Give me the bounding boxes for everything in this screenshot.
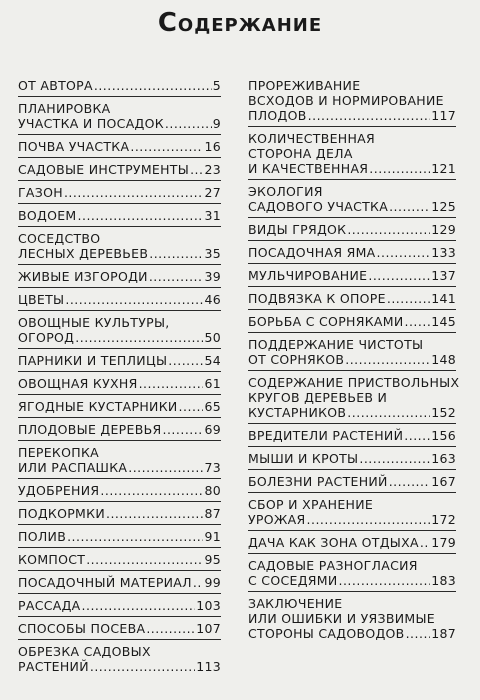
toc-entry-title-line: КОМПОСТ [18,552,86,567]
toc-page-number: 27 [204,185,221,200]
toc-entry-title-line: КРУГОВ ДЕРЕВЬЕВ И [248,390,388,405]
toc-entry-title-line: РАССАДА [18,598,81,613]
toc-page-number: 133 [431,245,456,260]
toc-entry-title-line: ОВОЩНЫЕ КУЛЬТУРЫ, [18,315,170,330]
toc-entry-title-line: ПЛОДОВ [248,108,307,123]
toc-page-number: 113 [196,659,221,674]
toc-entry-title-line: САДОВЫЕ РАЗНОГЛАСИЯ [248,558,418,573]
toc-entry[interactable] [18,445,221,475]
toc-entry-title-line: ПЕРЕКОПКА [18,445,99,460]
dot-leader [307,512,431,527]
toc-entry-title-line: ИЛИ ОШИБКИ И УЯЗВИМЫЕ [248,611,435,626]
toc-entry-title-line: КУСТАРНИКОВ [248,405,347,420]
entry-separator [248,530,456,531]
entry-separator [18,134,221,135]
toc-entry[interactable] [248,497,456,527]
toc-page-number: 23 [204,162,221,177]
toc-entry-title-line: УДОБРЕНИЯ [18,483,100,498]
entry-separator [248,553,456,554]
entry-separator [18,394,221,395]
entry-separator [248,423,456,424]
toc-entry[interactable] [248,375,460,420]
dot-leader [389,474,431,489]
entry-separator [18,417,221,418]
toc-entry-title-line: СБОР И ХРАНЕНИЕ [248,497,374,512]
dot-leader [106,506,204,521]
toc-page-number: 80 [204,483,221,498]
toc-entry-title-line: ИЛИ РАСПАШКА [18,460,128,475]
toc-entry[interactable] [18,483,221,498]
dot-leader [389,199,430,214]
dot-leader [65,292,203,307]
entry-separator [248,469,456,470]
dot-leader [146,621,195,636]
toc-entry-title-line: ПЛАНИРОВКА [18,101,111,116]
dot-leader [100,483,203,498]
entry-separator [18,310,221,311]
entry-separator [18,226,221,227]
entry-separator [248,309,456,310]
toc-entry-title-line: ВСХОДОВ И НОРМИРОВАНИЕ [248,93,444,108]
entry-separator [248,263,456,264]
toc-entry-title-line: ОБРЕЗКА САДОВЫХ [18,644,151,659]
dot-leader [406,626,431,641]
toc-entry[interactable] [18,139,221,154]
toc-entry[interactable] [18,269,221,284]
entry-separator [248,240,456,241]
dot-leader [139,376,204,391]
toc-entry-title-line: ВИДЫ ГРЯДОК [248,222,347,237]
toc-page-number: 103 [196,598,221,613]
toc-page-number: 172 [431,512,456,527]
toc-entry-title-line: ВОДОЕМ [18,208,77,223]
toc-entry[interactable] [248,291,456,306]
entry-separator [18,96,221,97]
toc-entry[interactable] [248,268,456,283]
toc-entry-title-line: УРОЖАЯ [248,512,306,527]
toc-entry-title-line: ЛЕСНЫХ ДЕРЕВЬЕВ [18,246,149,261]
toc-entry-title-line: ОТ СОРНЯКОВ [248,352,345,367]
toc-page-number: 145 [431,314,456,329]
toc-page-number: 61 [204,376,221,391]
toc-entry[interactable] [248,131,456,176]
toc-page-number: 156 [431,428,456,443]
dot-leader [190,162,203,177]
toc-entry[interactable] [18,101,221,131]
entry-separator [248,591,456,592]
entry-separator [248,126,456,127]
dot-leader [86,552,203,567]
toc-entry[interactable] [248,78,456,123]
entry-separator [18,287,221,288]
page-title: Содержание [157,8,323,38]
dot-leader [338,573,430,588]
dot-leader [377,245,431,260]
dot-leader [165,116,212,131]
toc-entry[interactable] [248,474,456,489]
entry-separator [18,524,221,525]
toc-page-number: 95 [204,552,221,567]
toc-entry-title-line: КОЛИЧЕСТВЕННАЯ [248,131,376,146]
entry-separator [248,446,456,447]
dot-leader [420,535,430,550]
toc-entry-title-line: ПРОРЕЖИВАНИЕ [248,78,361,93]
toc-entry[interactable] [248,245,456,260]
entry-separator [18,593,221,594]
toc-entry-title-line: И КАЧЕСТВЕННАЯ [248,161,369,176]
toc-entry-title-line: ПОДКОРМКИ [18,506,105,521]
toc-entry[interactable] [18,399,221,414]
toc-entry-title-line: ПОЧВА УЧАСТКА [18,139,130,154]
toc-entry[interactable] [248,428,456,443]
entry-separator [18,639,221,640]
toc-entry[interactable] [18,598,221,613]
toc-entry-title-line: СОСЕДСТВО [18,231,101,246]
entry-separator [18,203,221,204]
toc-entry-title-line: РАСТЕНИЙ [18,659,89,674]
dot-leader [149,246,203,261]
entry-separator [248,370,456,371]
toc-entry-title-line: ЦВЕТЫ [18,292,65,307]
toc-entry[interactable] [248,535,456,550]
toc-entry-title-line: БОРЬБА С СОРНЯКАМИ [248,314,404,329]
toc-entry-title-line: ПАРНИКИ И ТЕПЛИЦЫ [18,353,168,368]
toc-entry[interactable] [18,575,221,590]
toc-entry[interactable] [18,529,221,544]
dot-leader [130,139,203,154]
toc-page-number: 91 [204,529,221,544]
toc-entry[interactable] [18,621,221,636]
entry-separator [18,440,221,441]
entry-separator [18,180,221,181]
dot-leader [78,208,204,223]
dot-leader [94,78,212,93]
dot-leader [90,659,195,674]
toc-page-number: 16 [204,139,221,154]
toc-entry-title-line: С СОСЕДЯМИ [248,573,338,588]
toc-entry[interactable] [18,644,221,674]
toc-entry-title-line: СТОРОНА ДЕЛА [248,146,353,161]
toc-entry-title-line: ПОДВЯЗКА К ОПОРЕ [248,291,386,306]
toc-page-number: 99 [204,575,221,590]
dot-leader [404,428,430,443]
toc-entry[interactable] [248,222,456,237]
toc-entry-title-line: ПОЛИВ [18,529,67,544]
toc-page-number: 152 [431,405,456,420]
toc-page-number: 35 [204,246,221,261]
toc-entry-title-line: САДОВОГО УЧАСТКА [248,199,389,214]
toc-entry[interactable] [248,314,456,329]
toc-entry[interactable] [248,184,456,214]
toc-entry[interactable] [18,506,221,521]
toc-entry-title-line: СОДЕРЖАНИЕ ПРИСТВОЛЬНЫХ [248,375,460,390]
entry-separator [18,478,221,479]
toc-entry-title-line: БОЛЕЗНИ РАСТЕНИЙ [248,474,388,489]
toc-entry-title-line: ОТ АВТОРА [18,78,93,93]
dot-leader [168,353,203,368]
dot-leader [345,352,430,367]
entry-separator [248,492,456,493]
toc-page-number: 148 [431,352,456,367]
toc-entry-title-line: ОГОРОД [18,330,75,345]
toc-entry[interactable] [18,552,221,567]
toc-entry-title-line: ЖИВЫЕ ИЗГОРОДИ [18,269,148,284]
entry-separator [18,348,221,349]
dot-leader [82,598,196,613]
toc-entry[interactable] [18,162,221,177]
dot-leader [404,314,430,329]
toc-page-number: 117 [431,108,456,123]
dot-leader [64,185,204,200]
toc-page-number: 179 [431,535,456,550]
toc-entry-title-line: ВРЕДИТЕЛИ РАСТЕНИЙ [248,428,404,443]
entry-separator [18,616,221,617]
entry-separator [18,547,221,548]
toc-entry[interactable] [248,558,456,588]
toc-entry[interactable] [248,596,456,641]
dot-leader [67,529,203,544]
toc-entry-title-line: СТОРОНЫ САДОВОДОВ [248,626,405,641]
toc-right-column [248,78,460,641]
toc-page-number: 46 [204,292,221,307]
dot-leader [387,291,430,306]
toc-page-number: 9 [212,116,221,131]
toc-entry-title-line: ПОСАДОЧНЫЙ МАТЕРИАЛ [18,575,192,590]
entry-separator [18,371,221,372]
toc-entry-title-line: УЧАСТКА И ПОСАДОК [18,116,164,131]
dot-leader [128,460,203,475]
toc-page-number: 54 [204,353,221,368]
toc-entry[interactable] [248,337,456,367]
entry-separator [248,179,456,180]
dot-leader [179,399,204,414]
toc-entry[interactable] [18,185,221,200]
toc-entry[interactable] [18,78,221,93]
toc-page-number: 167 [431,474,456,489]
toc-page-number: 87 [204,506,221,521]
toc-page-number: 31 [204,208,221,223]
toc-page-number: 39 [204,269,221,284]
toc-entry[interactable] [18,292,221,307]
toc-entry-title-line: МУЛЬЧИРОВАНИЕ [248,268,368,283]
entry-separator [18,570,221,571]
toc-entry[interactable] [18,422,221,437]
toc-entry-title-line: ПОДДЕРЖАНИЕ ЧИСТОТЫ [248,337,424,352]
dot-leader [149,269,204,284]
dot-leader [75,330,203,345]
entry-separator [248,217,456,218]
dot-leader [347,222,430,237]
toc-entry[interactable] [18,315,221,345]
entry-separator [248,286,456,287]
toc-entry[interactable] [18,231,221,261]
toc-page-number: 163 [431,451,456,466]
toc-page-number: 129 [431,222,456,237]
toc-entry-title-line: ОВОЩНАЯ КУХНЯ [18,376,138,391]
entry-separator [18,264,221,265]
toc-left-column [18,78,221,674]
dot-leader [359,451,430,466]
toc-entry-title-line: СПОСОБЫ ПОСЕВА [18,621,146,636]
toc-page-number: 65 [204,399,221,414]
toc-entry[interactable] [18,353,221,368]
toc-page-number: 137 [431,268,456,283]
dot-leader [369,161,430,176]
toc-entry-title-line: ГАЗОН [18,185,63,200]
dot-leader [347,405,430,420]
toc-page-number: 183 [431,573,456,588]
toc-page-number: 107 [196,621,221,636]
toc-entry-title-line: ЯГОДНЫЕ КУСТАРНИКИ [18,399,178,414]
entry-separator [248,332,456,333]
toc-page-number: 73 [204,460,221,475]
toc-entry-title-line: ПЛОДОВЫЕ ДЕРЕВЬЯ [18,422,162,437]
entry-separator [18,501,221,502]
toc-entry[interactable] [248,451,456,466]
toc-page-number: 50 [204,330,221,345]
toc-page-number: 141 [431,291,456,306]
toc-page-number: 69 [204,422,221,437]
dot-leader [193,575,204,590]
toc-page-number: 125 [431,199,456,214]
toc-entry-title-line: ПОСАДОЧНАЯ ЯМА [248,245,376,260]
toc-entry-title-line: ЭКОЛОГИЯ [248,184,323,199]
toc-entry-title-line: ДАЧА КАК ЗОНА ОТДЫХА [248,535,419,550]
toc-entry[interactable] [18,208,221,223]
dot-leader [308,108,431,123]
toc-entry[interactable] [18,376,221,391]
entry-separator [18,157,221,158]
dot-leader [162,422,203,437]
toc-page-number: 187 [431,626,456,641]
toc-page-number: 5 [212,78,221,93]
dot-leader [368,268,430,283]
toc-page-number: 121 [431,161,456,176]
toc-entry-title-line: САДОВЫЕ ИНСТРУМЕНТЫ [18,162,190,177]
toc-entry-title-line: ЗАКЛЮЧЕНИЕ [248,596,343,611]
toc-entry-title-line: МЫШИ И КРОТЫ [248,451,359,466]
